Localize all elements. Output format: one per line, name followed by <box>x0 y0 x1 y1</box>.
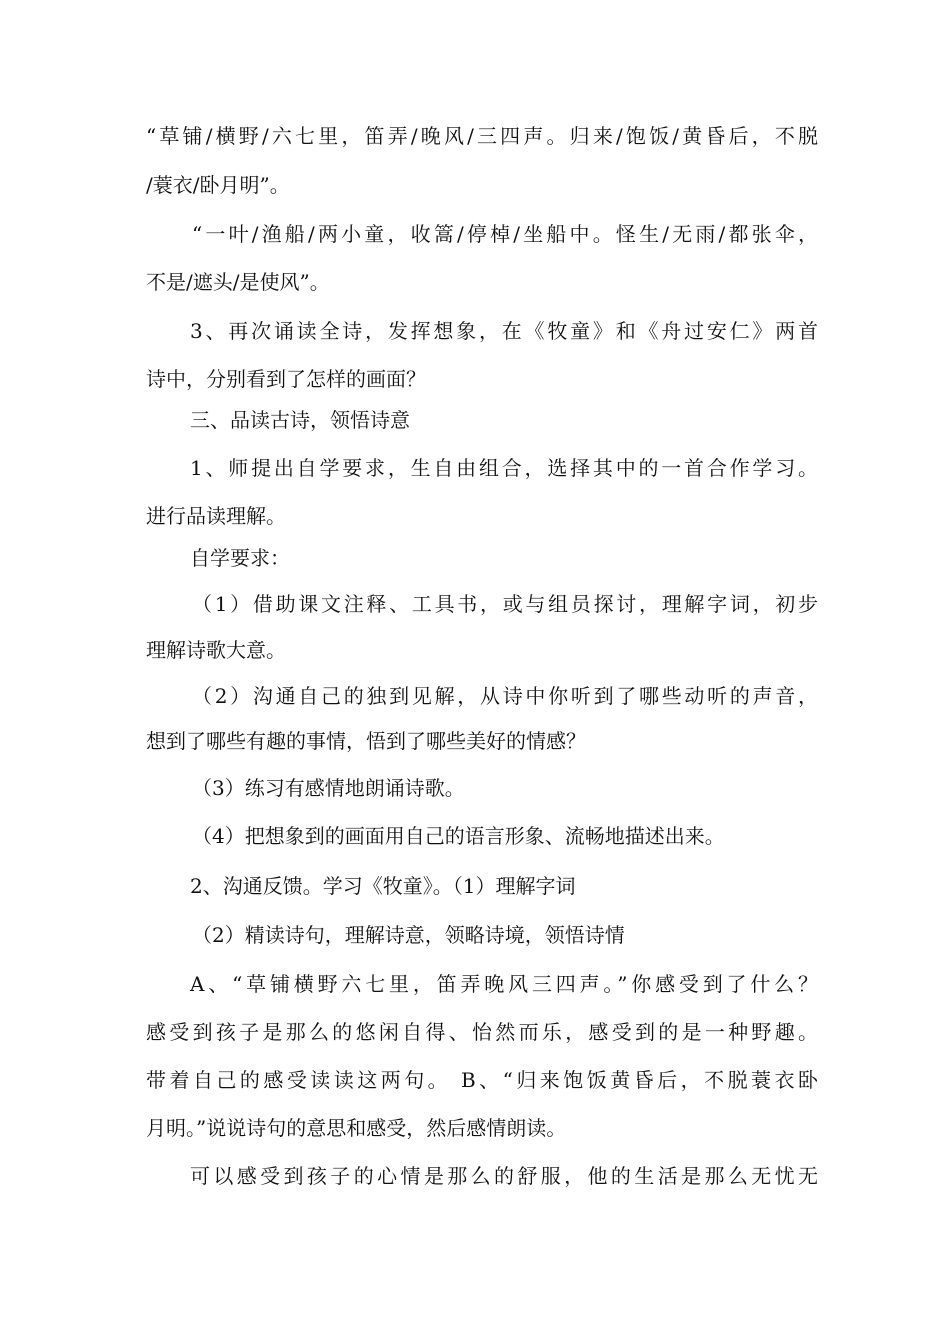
text-line: 感受到孩子是那么的悠闲自得、怡然而乐，感受到的是一种野趣。 <box>146 1020 818 1044</box>
text-line: 2、沟通反馈。学习《牧童》。（1）理解字词 <box>190 874 576 898</box>
text-line: 月明。”说说诗句的意思和感受，然后感情朗读。 <box>146 1116 567 1140</box>
text-line: 进行品读理解。 <box>146 504 286 528</box>
text-line: 1、师提出自学要求，生自由组合，选择其中的一首合作学习。 <box>190 456 818 480</box>
text-line: “草铺/横野/六七里，笛弄/晚风/三四声。归来/饱饭/黄昏后，不脱 <box>146 124 818 148</box>
text-line: 自学要求： <box>190 546 290 570</box>
text-line: 不是/遮头/是使风”。 <box>146 270 330 294</box>
text-line: A、“草铺横野六七里，笛弄晚风三四声。”你感受到了什么？ <box>190 972 818 996</box>
text-line: /蓑衣/卧月明”。 <box>146 173 290 197</box>
text-line: （4）把想象到的画面用自己的语言形象、流畅地描述出来。 <box>192 824 725 848</box>
text-line: （1）借助课文注释、工具书，或与组员探讨，理解字词，初步 <box>192 592 818 616</box>
text-line: 想到了哪些有趣的事情，悟到了哪些美好的情感？ <box>146 729 586 753</box>
text-line: 诗中，分别看到了怎样的画面？ <box>146 367 426 391</box>
text-line: 带着自己的感受读读这两句。 B、“归来饱饭黄昏后，不脱蓑衣卧 <box>146 1068 818 1092</box>
text-line: 理解诗歌大意。 <box>146 638 286 662</box>
text-line: （2）精读诗句，理解诗意，领略诗境，领悟诗情 <box>192 923 625 947</box>
text-line: （3）练习有感情地朗诵诗歌。 <box>192 776 465 800</box>
text-line: “一叶/渔船/两小童，收篙/停棹/坐船中。怪生/无雨/都张伞， <box>192 222 818 246</box>
text-line: 3、再次诵读全诗，发挥想象，在《牧童》和《舟过安仁》两首 <box>190 319 818 343</box>
text-line: 可以感受到孩子的心情是那么的舒服，他的生活是那么无忧无 <box>190 1164 818 1188</box>
section-heading: 三、品读古诗，领悟诗意 <box>190 408 410 432</box>
text-line: （2）沟通自己的独到见解，从诗中你听到了哪些动听的声音， <box>192 684 818 708</box>
